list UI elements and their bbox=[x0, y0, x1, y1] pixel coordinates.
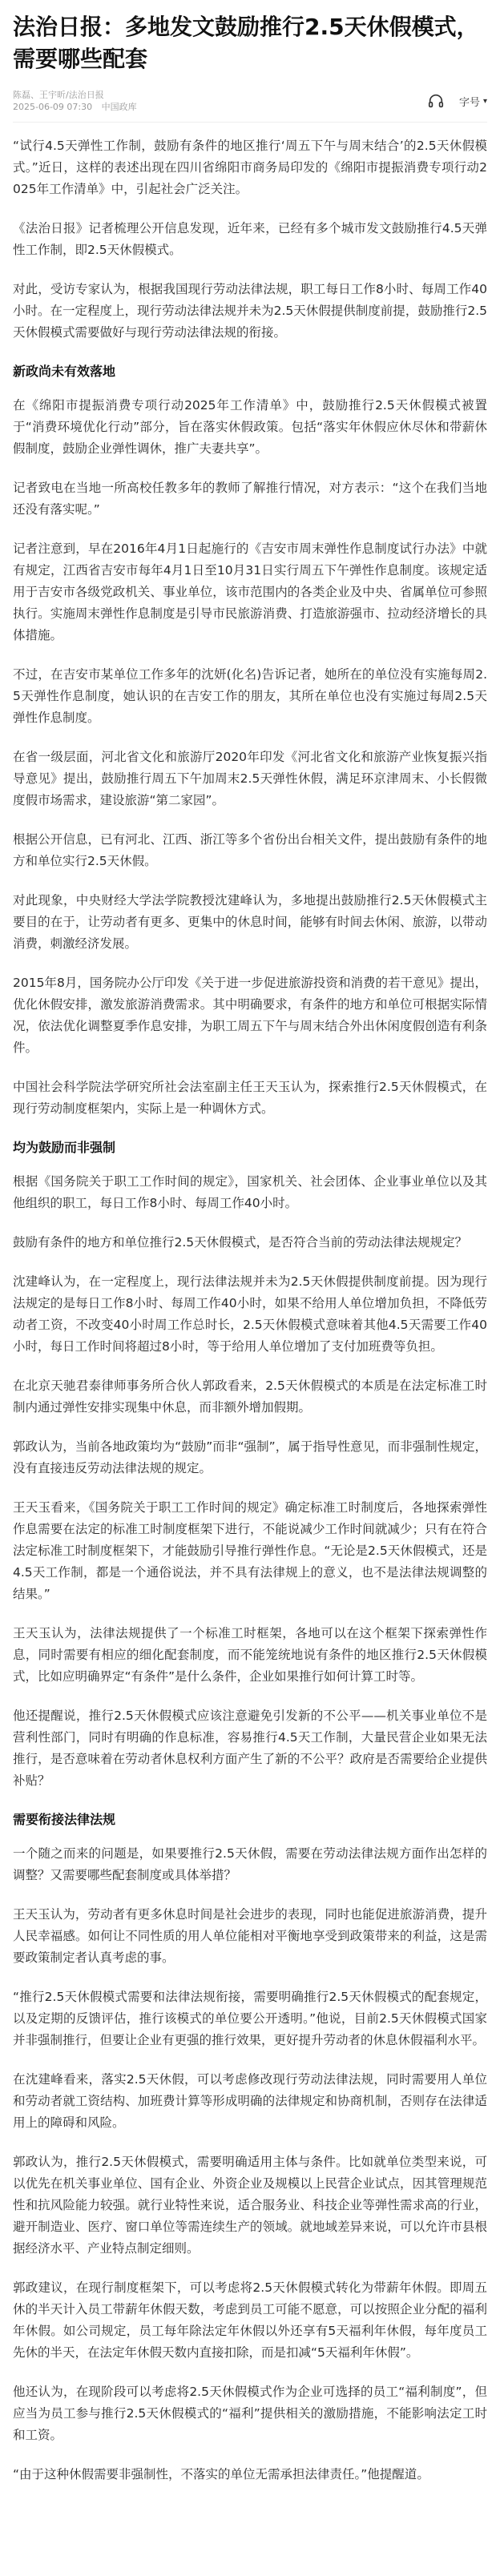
paragraph: 沈建峰认为，在一定程度上，现行法律法规并未为2.5天休假提供制度前提。因为现行法规定的是每日工作8小时、每周工作40小时，如果不给用人单位增加负担，不降低劳动者工资，不改变40小时周工作总时长，2.5天休假模式意味着其他4.5天需要工作40小时，每日工作时间将超过8小时，等于给用人单位增加了支付加班费等负担。 bbox=[13, 1274, 487, 1354]
paragraph: 王天玉看来，《国务院关于职工工作时间的规定》确定标准工时制度后，各地探索弹性作息需要在法定的标准工时制度框架下进行，不能说减少工作时间就减少；只有在符合法定标准工时制度框架下，才能鼓励引导推行弹性作息。“无论是2.5天休假模式，还是4.5天工作制，都是一个通俗说法，并不具有法律规上的意义，也不是法律法规调整的结果。” bbox=[13, 1500, 487, 1601]
font-size-label: 字号 bbox=[458, 96, 480, 109]
chevron-down-icon: ▾ bbox=[482, 96, 487, 106]
meta-authors: 陈磊、王宇昕/法治日报 bbox=[13, 90, 104, 100]
meta-tools bbox=[427, 92, 487, 110]
paragraph: 记者注意到，早在2016年4月1日起施行的《吉安市周末弹性作息制度试行办法》中就有规定，江西省吉安市每年4月1日至10月31日实行周五下午弹性作息制度。该规定适用于吉安市各级党政机关、事业单位，该市范围内的各类企业及中央、省属单位可参照执行。实施周末弹性作息制度是引导市民旅游消费、打造旅游强市、拉动经济增长的具体措施。 bbox=[13, 541, 487, 642]
article-title: 法治日报：多地发文鼓励推行2.5天休假模式，需要哪些配套 bbox=[13, 14, 479, 72]
paragraph: 郭政认为，当前各地政策均为“鼓励”而非“强制”，属于指导性意见，而非强制性规定，没有直接违反劳动法律法规的规定。 bbox=[13, 1439, 487, 1475]
section-heading: 需要衔接法律法规 bbox=[13, 1812, 116, 1827]
paragraph: 一个随之而来的问题是，如果要推行2.5天休假，需要在劳动法律法规方面作出怎样的调整？又需要哪些配套制度或具体举措？ bbox=[13, 1846, 487, 1882]
paragraph: 郭政认为，推行2.5天休假模式，需要明确适用主体与条件。比如就单位类型来说，可以优先在机关事业单位、国有企业、外资企业及规模以上民营企业试点，因其管理规范性和抗风险能力较强。就行业特性来说，适合服务业、科技企业等弹性需求高的行业，避开制造业、医疗、窗口单位等需连续生产的领域。就地域差异来说，可以允许市县根据经济水平、产业特点制定细则。 bbox=[13, 2155, 487, 2256]
paragraph: 在沈建峰看来，落实2.5天休假，可以考虑修改现行劳动法律法规，同时需要用人单位和劳动者就工资结构、加班费计算等形成明确的法律规定和协商机制，否则存在法律适用上的障碍和风险。 bbox=[13, 2072, 487, 2130]
paragraph: 2015年8月，国务院办公厅印发《关于进一步促进旅游投资和消费的若干意见》提出，优化休假安排，激发旅游消费需求。其中明确要求，有条件的地方和单位可根据实际情况，依法优化调整夏季作息安排，为职工周五下午与周末结合外出休闲度假创造有利条件。 bbox=[13, 976, 487, 1055]
paragraph: 在省一级层面，河北省文化和旅游厅2020年印发《河北省文化和旅游产业恢复振兴指导意见》提出，鼓励推行周五下午加周末2.5天弹性休假，满足环京津周末、小长假微度假市场需求，建设旅游“第二家园”。 bbox=[13, 750, 487, 807]
article-meta bbox=[13, 90, 487, 112]
paragraph: 他还认为，在现阶段可以考虑将2.5天休假模式作为企业可选择的员工“福利制度”，但应当为员工参与推行2.5天休假模式的“福利”提供相关的激励措施，不能影响法定工时和工资。 bbox=[13, 2385, 487, 2442]
meta-info bbox=[13, 89, 143, 113]
paragraph: 对此现象，中央财经大学法学院教授沈建峰认为，多地提出鼓励推行2.5天休假模式主要目的在于，让劳动者有更多、更集中的休息时间，能够有时间去休闲、旅游，以带动消费，刺激经济发展。 bbox=[13, 893, 487, 951]
meta-divider bbox=[13, 122, 487, 123]
paragraph: 王天玉认为，法律法规提供了一个标准工时框架，各地可以在这个框架下探索弹性作息，同时需要有相应的细化配套制度，而不能笼统地说有条件的地区推行2.5天休假模式，比如应明确界定“有条件”是什么条件，企业如果推行如何计算工时等。 bbox=[13, 1626, 487, 1684]
paragraph: 他还提醒说，推行2.5天休假模式应该注意避免引发新的不公平——机关事业单位不是营利性部门，同时有明确的作息标准，容易推行4.5天工作制，大量民营企业如果无法推行，是否意味着在劳动者休息权利方面产生了新的不公平？政府是否需要给企业提供补贴？ bbox=[13, 1709, 487, 1788]
paragraph: “试行4.5天弹性工作制，鼓励有条件的地区推行‘周五下午与周末结合’的2.5天休假模式。”近日，这样的表述出现在四川省绵阳市商务局印发的《绵阳市提振消费专项行动2025年工作清单》中，引起社会广泛关注。 bbox=[13, 139, 487, 196]
paragraph: 不过，在吉安市某单位工作多年的沈妍(化名)告诉记者，她所在的单位没有实施每周2.5天弹性作息制度，她认识的在吉安工作的朋友，其所在单位也没有实施过每周2.5天弹性作息制度。 bbox=[13, 667, 487, 725]
paragraph: 根据公开信息，已有河北、江西、浙江等多个省份出台相关文件，提出鼓励有条件的地方和单位实行2.5天休假。 bbox=[13, 832, 487, 868]
paragraph: 郭政建议，在现行制度框架下，可以考虑将2.5天休假模式转化为带薪年休假。即周五休的半天计入员工带薪年休假天数，考虑到员工可能不愿意，可以按照企业分配的福利年休假。如公司规定，员工每年除法定年休假以外还享有5天福利年休假，每年度员工先休的半天，在法定年休假天数内直接扣除，而是扣减“5天福利年休假”。 bbox=[13, 2280, 487, 2360]
paragraph: 王天玉认为，劳动者有更多休息时间是社会进步的表现，同时也能促进旅游消费，提升人民幸福感。如何让不同性质的用人单位能相对平衡地享受到政策带来的利益，这是需要政策制定者认真考虑的事。 bbox=[13, 1907, 487, 1965]
paragraph: 根据《国务院关于职工工作时间的规定》，国家机关、社会团体、企业事业单位以及其他组织的职工，每日工作8小时、每周工作40小时。 bbox=[13, 1174, 487, 1210]
meta-date: 2025-06-09 07:30 bbox=[13, 102, 93, 112]
section-heading: 新政尚未有效落地 bbox=[13, 364, 116, 379]
paragraph: 中国社会科学院法学研究所社会法室副主任王天玉认为，探索推行2.5天休假模式，在现行劳动制度框架内，实际上是一种调休方式。 bbox=[13, 1080, 487, 1116]
paragraph: 记者致电在当地一所高校任教多年的教师了解推行情况，对方表示：“这个在我们当地还没有落实呢。” bbox=[13, 481, 487, 517]
paragraph: 在北京天驰君泰律师事务所合伙人郭政看来，2.5天休假模式的本质是在法定标准工时制内通过弹性安排实现集中休息，而非额外增加假期。 bbox=[13, 1379, 487, 1415]
article-body bbox=[13, 135, 487, 2485]
section-heading: 均为鼓励而非强制 bbox=[13, 1140, 116, 1155]
font-size-button[interactable] bbox=[459, 94, 487, 109]
paragraph: 在《绵阳市提振消费专项行动2025年工作清单》中，鼓励推行2.5天休假模式被置于“消费环境优化行动”部分，旨在落实休假政策。包括“落实年休假应休尽休和带薪休假制度，鼓励企业弹性调休，推广夫妻共享”。 bbox=[13, 398, 487, 456]
paragraph: “由于这种休假需要非强制性，不落实的单位无需承担法律责任。”他提醒道。 bbox=[13, 2467, 429, 2481]
meta-source: 中国政库 bbox=[101, 102, 137, 112]
paragraph: “推行2.5天休假模式需要和法律法规衔接，需要明确推行2.5天休假模式的配套规定，以及定期的反馈评估，推行该模式的单位要公开透明。”他说，目前2.5天休假模式国家并非强制推行，但要让企业有更强的推行效果，更好提升劳动者的休息休假福利水平。 bbox=[13, 1990, 487, 2047]
headphones-icon[interactable] bbox=[427, 92, 445, 110]
paragraph: 鼓励有条件的地方和单位推行2.5天休假模式，是否符合当前的劳动法律法规规定？ bbox=[13, 1235, 468, 1250]
paragraph: 《法治日报》记者梳理公开信息发现，近年来，已经有多个城市发文鼓励推行4.5天弹性工作制，即2.5天休假模式。 bbox=[13, 221, 487, 257]
paragraph: 对此，受访专家认为，根据我国现行劳动法律法规，职工每日工作8小时、每周工作40小时。在一定程度上，现行劳动法律法规并未为2.5天休假提供制度前提，鼓励推行2.5天休假模式需要做好与现行劳动法律法规的衔接。 bbox=[13, 282, 487, 340]
